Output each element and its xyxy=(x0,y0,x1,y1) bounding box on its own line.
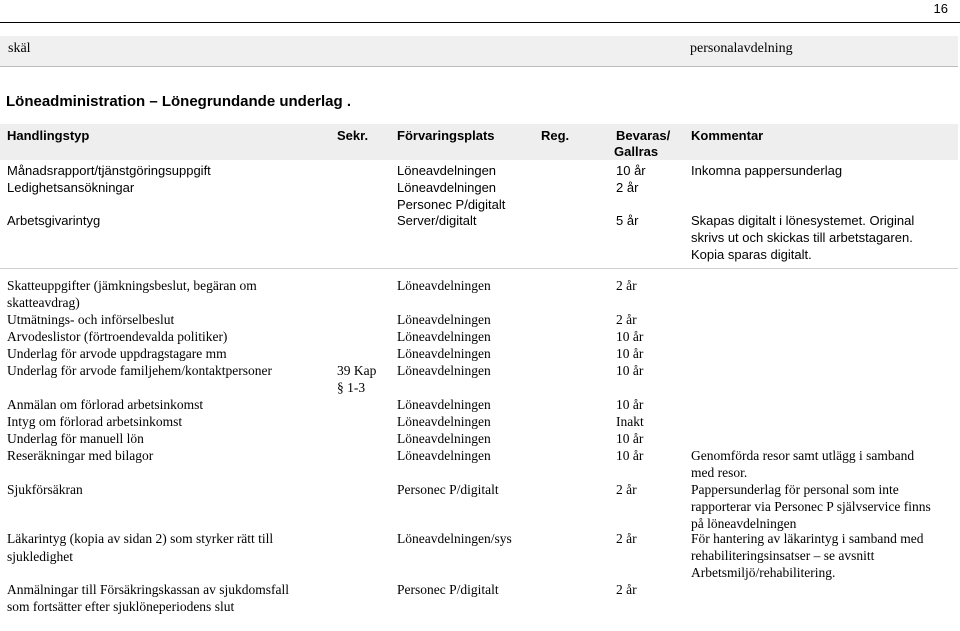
table-row-cell: Läkarintyg (kopia av sidan 2) som styrker rätt till xyxy=(7,531,274,546)
table-row-cell: Löneavdelningen xyxy=(397,346,491,361)
th-forvaringsplats: Förvaringsplats xyxy=(397,128,495,143)
table-row-cell: 2 år xyxy=(616,531,637,546)
table-row-cell: Löneavdelningen xyxy=(397,397,491,412)
table-row-cell: § 1-3 xyxy=(337,380,366,395)
table-row-cell: 10 år xyxy=(616,346,644,361)
table-row-cell: Utmätnings- och införselbeslut xyxy=(7,312,175,327)
table-row-cell: med resor. xyxy=(691,465,748,480)
table-row-cell: Löneavdelningen xyxy=(397,414,491,429)
table-row-cell: Personec P/digitalt xyxy=(397,197,506,212)
table-row-cell: Arvodeslistor (förtroendevalda politiker) xyxy=(7,329,228,344)
table-row-cell: rehabiliteringsinsatser – se avsnitt xyxy=(691,548,875,563)
table-row-cell: Personec P/digitalt xyxy=(397,582,499,597)
table-row-cell: som fortsätter efter sjuklöneperiodens slut xyxy=(7,599,235,614)
th-gallras: Gallras xyxy=(614,144,659,159)
header-band-left: skäl xyxy=(8,41,31,56)
table-row-cell: Löneavdelningen xyxy=(397,312,491,327)
table-row-cell: 39 Kap xyxy=(337,363,377,378)
top-rule xyxy=(0,22,960,23)
table-row-cell: 10 år xyxy=(616,431,644,446)
th-reg: Reg. xyxy=(541,128,570,143)
page-title: Löneadministration – Lönegrundande underlag . xyxy=(6,93,352,110)
header-band xyxy=(0,36,958,67)
table-row-cell: Underlag för manuell lön xyxy=(7,431,144,446)
th-kommentar: Kommentar xyxy=(691,128,764,143)
table-row-cell: skatteavdrag) xyxy=(7,295,80,310)
table-row-cell: Löneavdelningen xyxy=(397,448,491,463)
table-row-cell: Intyg om förlorad arbetsinkomst xyxy=(7,414,183,429)
table-row-cell: rapporterar via Personec P självservice finns xyxy=(691,499,931,514)
th-bevaras: Bevaras/ xyxy=(616,128,671,143)
table-row-cell: 2 år xyxy=(616,582,637,597)
table-row-cell: 10 år xyxy=(616,448,644,463)
header-band-right: personalavdelning xyxy=(690,41,793,56)
table-row-cell: Löneavdelningen xyxy=(397,163,497,178)
table-row-cell: Genomförda resor samt utlägg i samband xyxy=(691,448,915,463)
table-row-cell: 10 år xyxy=(616,363,644,378)
table-row-cell: Anmälningar till Försäkringskassan av sjukdomsfall xyxy=(7,582,289,597)
table-row-cell: Löneavdelningen xyxy=(397,431,491,446)
table-row-cell: Skapas digitalt i lönesystemet. Original xyxy=(691,213,915,228)
table-row-cell: 10 år xyxy=(616,397,644,412)
table-header xyxy=(0,124,958,160)
page-number: 16 xyxy=(933,1,948,16)
table-row-cell: 5 år xyxy=(616,213,639,228)
table-row-cell: skrivs ut och skickas till arbetstagaren. xyxy=(691,230,913,245)
table-row-cell: Löneavdelningen xyxy=(397,180,497,195)
table-row-cell: Skatteuppgifter (jämkningsbeslut, begäran om xyxy=(7,278,257,293)
table-row-cell: Anmälan om förlorad arbetsinkomst xyxy=(7,397,204,412)
table-row-cell: 2 år xyxy=(616,180,639,195)
table-row-cell: Reseräkningar med bilagor xyxy=(7,448,154,463)
table-row-cell: 10 år xyxy=(616,163,646,178)
table-row-cell: Server/digitalt xyxy=(397,213,477,228)
row-divider xyxy=(0,268,958,269)
table-row-cell: 2 år xyxy=(616,278,637,293)
table-row-cell: Inakt xyxy=(616,414,644,429)
table-row-cell: 10 år xyxy=(616,329,644,344)
th-handlingstyp: Handlingstyp xyxy=(7,128,90,143)
table-row-cell: Kopia sparas digitalt. xyxy=(691,247,812,262)
table-row-cell: Personec P/digitalt xyxy=(397,482,499,497)
table-row-cell: För hantering av läkarintyg i samband med xyxy=(691,531,924,546)
table-row-cell: Ledighetsansökningar xyxy=(7,180,135,195)
table-row-cell: Pappersunderlag för personal som inte xyxy=(691,482,899,497)
table-row-cell: Underlag för arvode uppdragstagare mm xyxy=(7,346,227,361)
table-row-cell: Arbetsmiljö/rehabilitering. xyxy=(691,565,836,580)
table-row-cell: 2 år xyxy=(616,482,637,497)
table-row-cell: Månadsrapport/tjänstgöringsuppgift xyxy=(7,163,211,178)
table-row-cell: Löneavdelningen xyxy=(397,278,491,293)
table-row-cell: Löneavdelningen xyxy=(397,363,491,378)
table-row-cell: Inkomna pappersunderlag xyxy=(691,163,843,178)
table-row-cell: Underlag för arvode familjehem/kontaktpersoner xyxy=(7,363,273,378)
table-row-cell: sjukledighet xyxy=(7,549,73,564)
table-row-cell: Sjukförsäkran xyxy=(7,482,83,497)
table-row-cell: Löneavdelningen/sys xyxy=(397,531,512,546)
table-row-cell: på löneavdelningen xyxy=(691,516,797,531)
table-row-cell: Löneavdelningen xyxy=(397,329,491,344)
th-sekr: Sekr. xyxy=(337,128,369,143)
table-row-cell: Arbetsgivarintyg xyxy=(7,213,101,228)
table-row-cell: 2 år xyxy=(616,312,637,327)
